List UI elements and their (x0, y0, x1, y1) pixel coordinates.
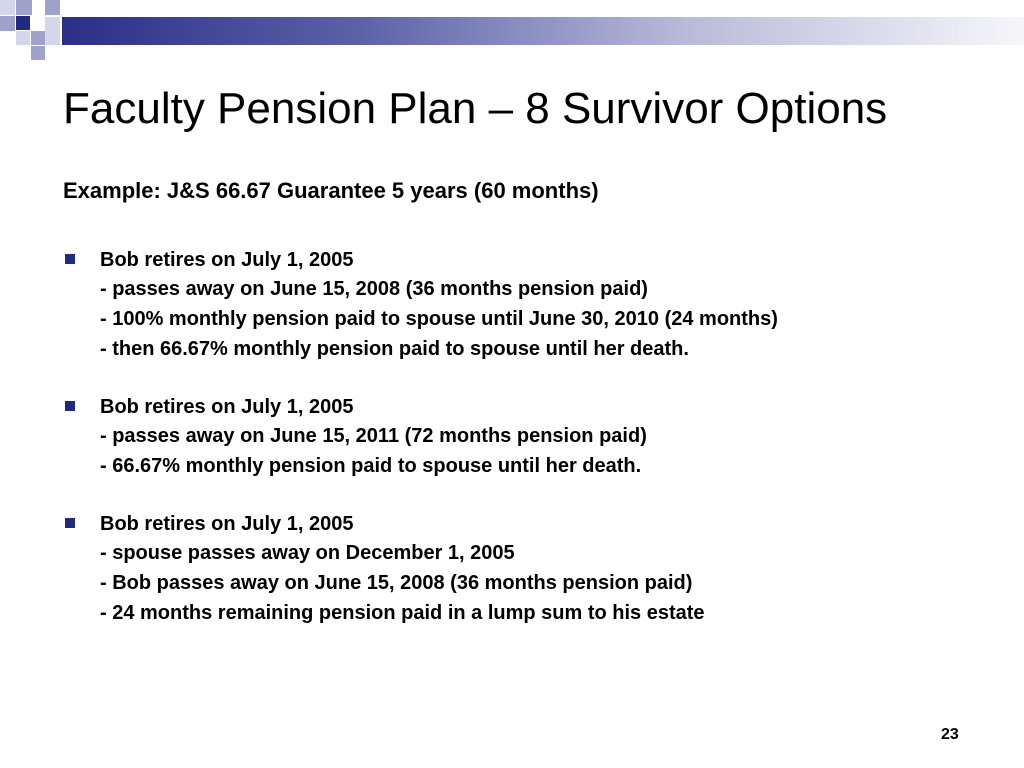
bullet-list (63, 247, 943, 658)
deco-square (0, 16, 15, 31)
bullet-detail: - 100% monthly pension paid to spouse until June 30, 2010 (24 months) (100, 308, 778, 330)
deco-square (31, 31, 45, 45)
bullet-item (63, 247, 943, 361)
square-bullet-icon (65, 518, 75, 528)
page-number: 23 (941, 726, 959, 743)
square-bullet-icon (65, 401, 75, 411)
bullet-item (63, 511, 943, 625)
bullet-item (63, 394, 943, 478)
bullet-heading: Bob retires on July 1, 2005 (100, 396, 354, 418)
bullet-detail: - then 66.67% monthly pension paid to spouse until her death. (100, 338, 689, 360)
bullet-detail: - Bob passes away on June 15, 2008 (36 months pension paid) (100, 572, 693, 594)
header-gradient-band (62, 17, 1024, 45)
bullet-detail: - spouse passes away on December 1, 2005 (100, 542, 515, 564)
bullet-heading: Bob retires on July 1, 2005 (100, 249, 354, 271)
bullet-detail: - passes away on June 15, 2011 (72 months pension paid) (100, 425, 647, 447)
bullet-detail: - 66.67% monthly pension paid to spouse until her death. (100, 455, 642, 477)
bullet-heading: Bob retires on July 1, 2005 (100, 513, 354, 535)
deco-square (45, 17, 60, 45)
slide-title: Faculty Pension Plan – 8 Survivor Options (63, 84, 888, 133)
deco-square (31, 46, 45, 60)
deco-square (45, 0, 60, 15)
square-bullet-icon (65, 254, 75, 264)
bullet-detail: - 24 months remaining pension paid in a lump sum to his estate (100, 602, 705, 624)
deco-square (16, 31, 30, 45)
slide-subtitle: Example: J&S 66.67 Guarantee 5 years (60 months) (63, 178, 599, 203)
deco-square (16, 16, 30, 30)
bullet-detail: - passes away on June 15, 2008 (36 months pension paid) (100, 278, 648, 300)
deco-square (0, 0, 15, 15)
deco-square (16, 0, 32, 15)
